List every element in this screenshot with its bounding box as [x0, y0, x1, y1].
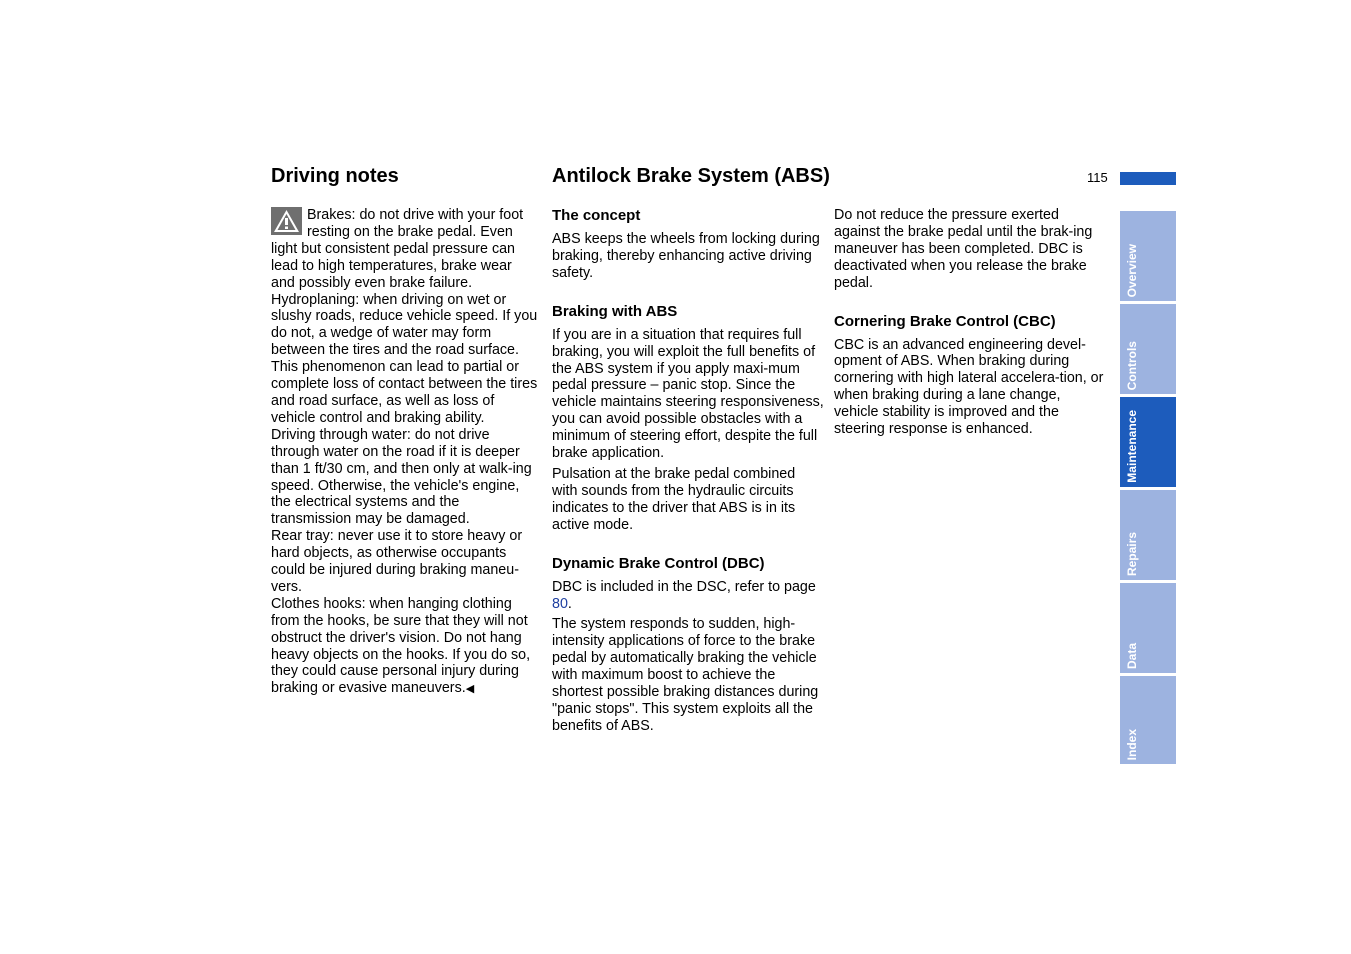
dbc-text-1-after: . — [567, 595, 572, 612]
note-driving-through-water: Driving through water: do not drive through water on the road if it is deeper than 1 ft/30 cm, and then only at walk-ing speed. Otherwise, the vehicle's engine, the electrical systems and the transmission may be damaged. — [271, 426, 532, 528]
tab-index-label: Index — [1125, 728, 1139, 760]
warning-triangle-icon — [271, 207, 302, 235]
tab-maintenance-label: Maintenance — [1125, 410, 1139, 483]
page-number: 115 — [1087, 170, 1108, 185]
page-title-abs: Antilock Brake System (ABS) — [552, 165, 830, 187]
page-header-bar — [1120, 172, 1176, 185]
tab-repairs[interactable] — [1120, 490, 1176, 580]
dbc-text-1 — [552, 579, 824, 613]
braking-text-1: If you are in a situation that requires full braking, you will exploit the full benefits of the ABS system if you apply maxi-mum pedal pressure – panic stop. Since the vehicle maintains steering responsiveness, you can avoid possible obstacles with a minimum of steering effort, despite the full brake application. — [552, 326, 824, 462]
page-80-link[interactable]: 80 — [552, 595, 568, 612]
dbc-text-1-before: DBC is included in the DSC, refer to page — [552, 578, 816, 595]
tab-data[interactable] — [1120, 583, 1176, 673]
tab-data-label: Data — [1125, 642, 1139, 669]
driving-notes-column — [271, 207, 539, 698]
tab-controls-label: Controls — [1125, 340, 1139, 390]
tab-controls[interactable] — [1120, 304, 1176, 394]
cbc-text: CBC is an advanced engineering devel-opment of ABS. When braking during cornering with high lateral accelera-tion, or when braking during a lane change, vehicle stability is improved and the steering response is enhanced. — [834, 336, 1104, 438]
abs-column-middle — [552, 207, 824, 735]
dbc-text-2: The system responds to sudden, high-intensity applications of force to the brake pedal by automatically braking the vehicle with maximum boost to achieve the shortest possible braking distances during "panic stops". This system exploits all the benefits of ABS. — [552, 616, 819, 734]
note-hydroplaning: Hydroplaning: when driving on wet or slushy roads, reduce vehicle speed. If you do not, a wedge of water may form between the tires and the road surface. This phenomenon can lead to partial or complete loss of contact between the tires and road surface, as well as loss of vehicle control and braking ability. — [271, 291, 538, 426]
note-clothes-hooks-text: Clothes hooks: when hanging clothing from the hooks, be sure that they will not obstruct the driver's vision. Do not hang heavy objects on the hooks. If you do so, they could cause personal injury during braking or evasive maneuvers. — [271, 595, 531, 697]
end-of-note-marker-icon: ◀ — [465, 683, 475, 696]
heading-braking-with-abs: Braking with ABS — [552, 302, 678, 320]
note-brakes: Brakes: do not drive with your foot resting on the brake pedal. Even light but consistent pedal pressure can lead to high temperatures, brake wear and possibly even brake failure. — [271, 207, 524, 291]
concept-text: ABS keeps the wheels from locking during braking, thereby enhancing active driving safety. — [552, 231, 820, 281]
braking-text-2: Pulsation at the brake pedal combined with sounds from the hydraulic circuits indicates to the driver that ABS is in its active mode. — [552, 465, 796, 533]
heading-dbc: Dynamic Brake Control (DBC) — [552, 554, 765, 572]
heading-cbc: Cornering Brake Control (CBC) — [834, 312, 1056, 330]
section-title-driving-notes: Driving notes — [271, 165, 399, 187]
note-clothes-hooks — [271, 596, 539, 698]
dbc-text-continued: Do not reduce the pressure exerted against the brake pedal until the brak-ing maneuver has been completed. DBC is deactivated when you release the brake pedal. — [834, 207, 1093, 291]
tab-overview[interactable] — [1120, 211, 1176, 301]
tab-repairs-label: Repairs — [1125, 531, 1139, 576]
note-rear-tray: Rear tray: never use it to store heavy or hard objects, as otherwise occupants could be injured during braking maneu-vers. — [271, 528, 523, 595]
tab-maintenance[interactable] — [1120, 397, 1176, 487]
heading-the-concept: The concept — [552, 207, 641, 224]
abs-column-right — [834, 207, 1106, 438]
tab-overview-label: Overview — [1125, 243, 1139, 297]
tab-index[interactable] — [1120, 676, 1176, 764]
